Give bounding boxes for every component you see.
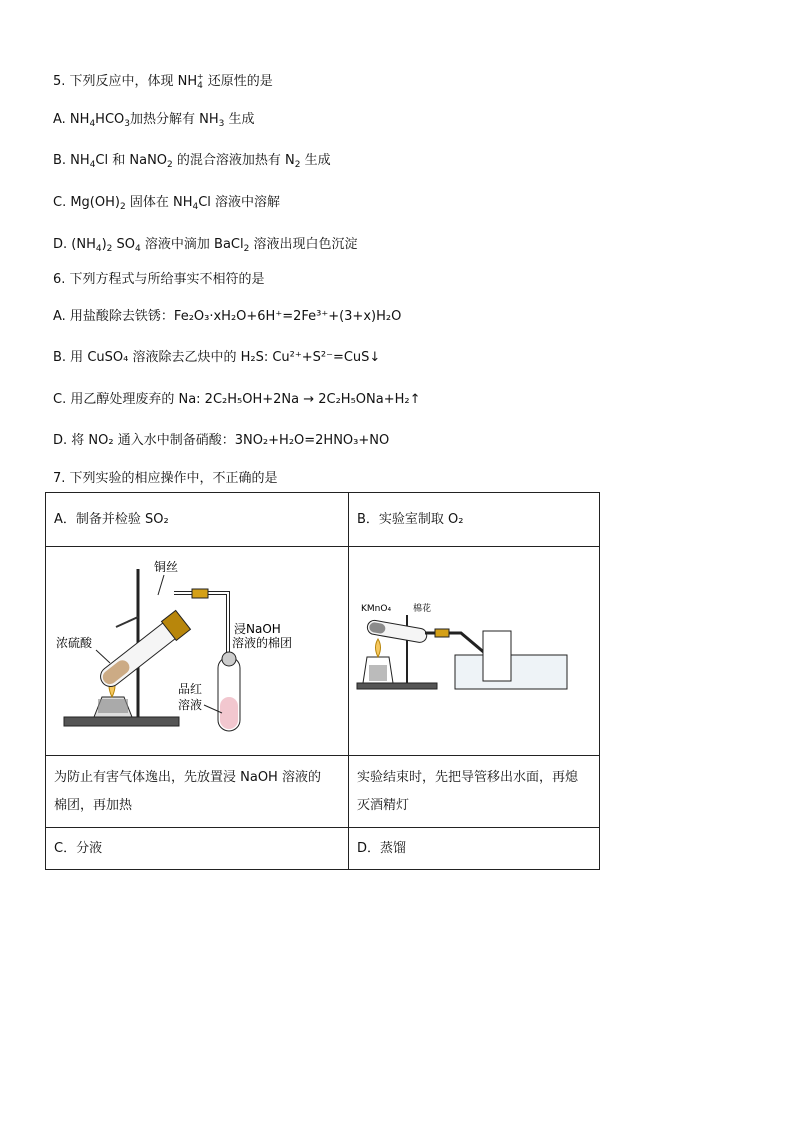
q6-option-b: B. 用 CuSO₄ 溶液除去乙炔中的 H₂S: Cu²⁺+S²⁻=CuS↓	[53, 350, 381, 365]
label-kmno4: KMnO₄	[361, 604, 392, 614]
q7-table	[45, 492, 600, 870]
label-naoh-line1: 浸NaOH	[234, 622, 281, 636]
o2-apparatus-diagram	[349, 547, 599, 743]
so2-apparatus-diagram	[46, 547, 348, 743]
q6-option-c: C. 用乙醇处理废弃的 Na: 2C₂H₅OH+2Na → 2C₂H₅ONa+H₂↑	[53, 392, 421, 407]
q6-stem: 6. 下列方程式与所给事实不相符的是	[53, 272, 265, 287]
q6-option-d: D. 将 NO₂ 通入水中制备硝酸：3NO₂+H₂O=2HNO₃+NO	[53, 433, 390, 448]
q6-option-a: A. 用盐酸除去铁锈：Fe₂O₃·xH₂O+6H⁺=2Fe³⁺+(3+x)H₂O	[53, 309, 402, 324]
label-magenta-line2: 溶液	[178, 698, 203, 712]
q7-figure-b	[349, 547, 600, 756]
q5-option-c: C. $Mg(OH)_2$ 固体在 $NH_4Cl$ 溶液中溶解	[53, 195, 281, 212]
label-cotton: 棉花	[413, 604, 432, 614]
label-naoh-line2: 溶液的棉团	[232, 636, 293, 650]
q5-stem: 5. 下列反应中，体现 $NH_4^+$ 还原性的是	[53, 72, 273, 91]
q5-option-b: B. $NH_4Cl$ 和 NaNO$_2$ 的混合溶液加热有 $N_2$ 生成	[53, 153, 331, 170]
q7-desc-a: 为防止有害气体逸出，先放置浸 NaOH 溶液的 棉团，再加热	[46, 756, 349, 828]
q7-stem: 7. 下列实验的相应操作中，不正确的是	[53, 471, 278, 486]
q7-cell-d-title: D．蒸馏	[349, 828, 600, 870]
q7-cell-b-title: B．实验室制取 O₂	[349, 493, 600, 547]
q7-cell-c-title: C．分液	[46, 828, 349, 870]
q7-desc-b: 实验结束时，先把导管移出水面，再熄 灭酒精灯	[349, 756, 600, 828]
q7-figure-a	[46, 547, 349, 756]
label-magenta-line1: 品红	[178, 682, 203, 696]
q7-cell-a-title: A．制备并检验 SO₂	[46, 493, 349, 547]
q5-option-a: A. $NH_4HCO_3$加热分解有 $NH_3$ 生成	[53, 112, 255, 129]
q5-option-d: D. $(NH_4)_2$ $SO_4$ 溶液中滴加 BaCl$_2$ 溶液出现白色沉淀	[53, 237, 358, 254]
label-conc-sulfuric-acid: 浓硫酸	[56, 636, 93, 650]
label-copper-wire: 铜丝	[154, 560, 179, 574]
